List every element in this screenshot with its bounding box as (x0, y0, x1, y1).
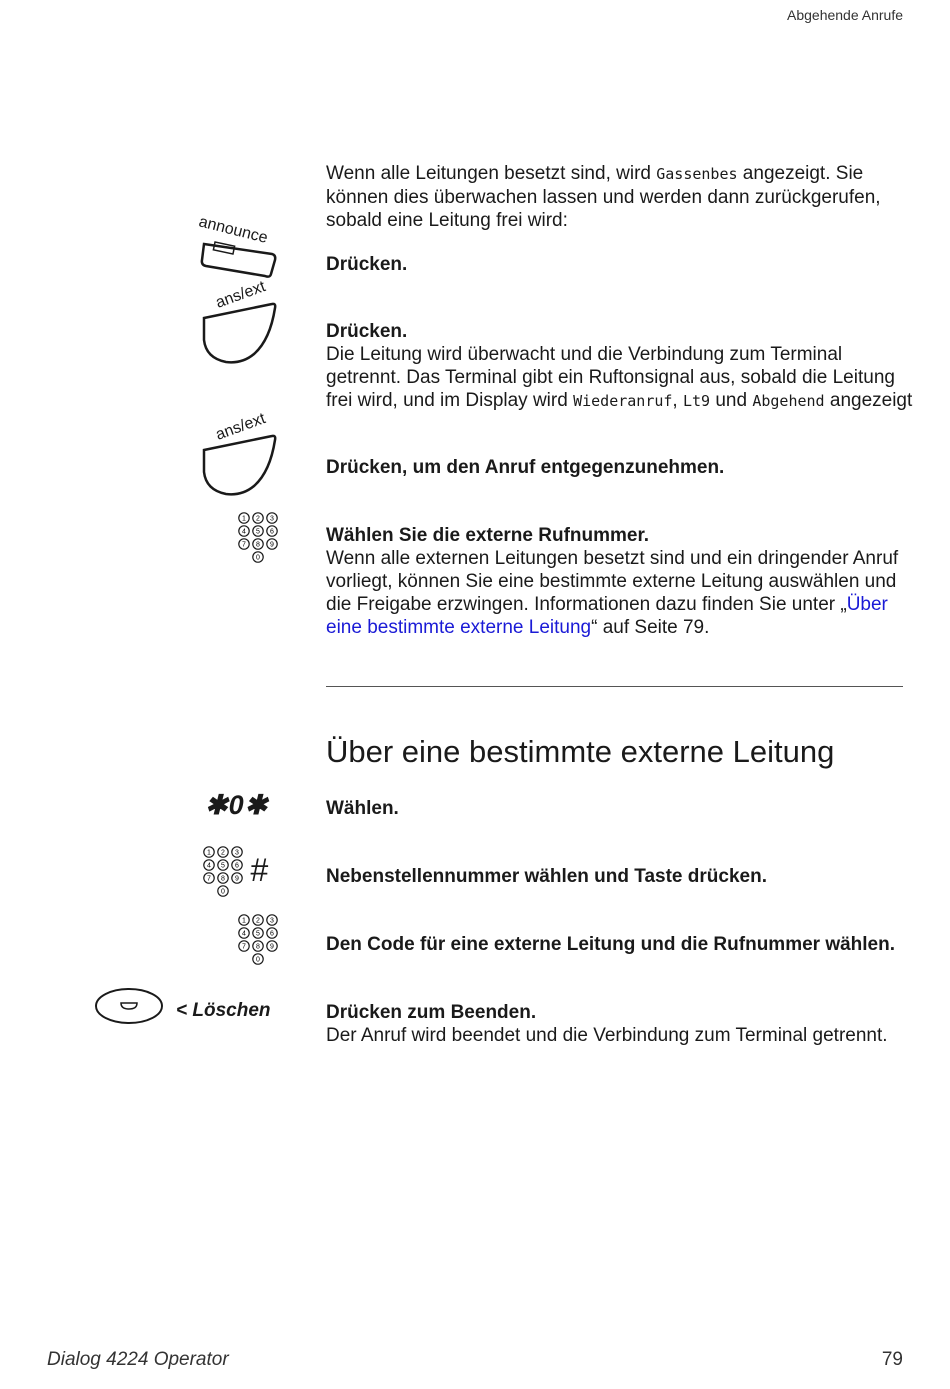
keypad-digit-label: 1 (242, 917, 246, 925)
star-zero-star-instruction: Wählen. (326, 798, 399, 819)
keypad-digit-key (204, 873, 214, 883)
clear-instruction: Drücken zum Beenden. (326, 1002, 537, 1023)
extension-instruction: Nebenstellennummer wählen und Taste drücken. (326, 866, 767, 887)
display-text-wiederanruf: Wiederanruf (573, 392, 673, 410)
display-text-gassenbes: Gassenbes (656, 165, 738, 183)
section-heading: Über eine bestimmte externe Leitung (326, 734, 835, 769)
running-header: Abgehende Anrufe (787, 7, 903, 23)
announce-key-label: announce (197, 213, 270, 247)
keypad-digit-label: 0 (256, 956, 260, 964)
clear-step (326, 1001, 916, 1047)
keypad-digit-key (253, 552, 263, 562)
code-instruction: Den Code für eine externe Leitung und die Rufnummer wählen. (326, 934, 896, 955)
keypad-icon (203, 846, 245, 902)
keypad-digit-key (218, 860, 228, 870)
keypad-digit-label: 9 (270, 541, 274, 549)
keypad-digit-key (253, 539, 263, 549)
keypad-digit-key (253, 915, 263, 925)
section-reference-link[interactable]: Über eine bestimmte externe Leitung (326, 594, 888, 638)
keypad-digit-label: 4 (242, 930, 246, 938)
dial-external-description: Wenn alle externen Leitungen besetzt sind und ein dringender Anruf vorliegt, können Sie eine bestimmte externe Leitung auswählen und die Freigabe erzwingen. Informationen dazu finden Sie unter „Über eine bestimmte externe Leitung“ auf Seite 79. (326, 548, 899, 638)
keypad-digit-key (253, 513, 263, 523)
softkey-label: < Löschen (176, 1000, 271, 1021)
keypad-icon (238, 512, 280, 568)
ans-ext-key-icon (200, 278, 280, 367)
hash-key-icon: # (250, 852, 268, 888)
keypad-digit-key (239, 513, 249, 523)
ansext-description-1: Die Leitung wird überwacht und die Verbindung zum Terminal getrennt. Das Terminal gibt ein Ruftonsignal aus, sobald die Leitung frei wird, und im Display wird Wiederanruf, Lt9 und Abgehend angezeigt (326, 344, 913, 411)
keypad-digit-label: 4 (207, 862, 211, 870)
keypad-digit-label: 8 (256, 943, 260, 951)
keypad-digit-key (218, 873, 228, 883)
keypad-digit-label: 2 (256, 917, 260, 925)
keypad-digit-key (218, 847, 228, 857)
keypad-digit-label: 1 (207, 849, 211, 857)
ans-ext-key-label: ans/ext (213, 410, 268, 444)
dial-external-step (326, 524, 916, 639)
keypad-digit-label: 6 (235, 862, 239, 870)
keypad-digit-key (204, 847, 214, 857)
keypad-digit-label: 1 (242, 515, 246, 523)
keypad-digit-label: 3 (235, 849, 239, 857)
ans-ext-key-icon (200, 410, 280, 499)
keypad-digit-label: 8 (221, 875, 225, 883)
ans-ext-key-label: ans/ext (213, 278, 268, 312)
display-text-abgehend: Abgehend (752, 392, 825, 410)
keypad-digit-key (267, 928, 277, 938)
keypad-icon (238, 914, 280, 970)
keypad-digit-label: 6 (270, 930, 274, 938)
keypad-digit-key (239, 539, 249, 549)
keypad-digit-key (267, 513, 277, 523)
softkey-icon[interactable] (94, 987, 164, 1027)
keypad-digit-label: 5 (221, 862, 225, 870)
keypad-digit-key (239, 915, 249, 925)
keypad-digit-label: 5 (256, 528, 260, 536)
keypad-digit-key (232, 873, 242, 883)
keypad-digit-key (267, 526, 277, 536)
keypad-digit-label: 4 (242, 528, 246, 536)
keypad-digit-label: 7 (242, 943, 246, 951)
ansext-instruction-2: Drücken, um den Anruf entgegenzunehmen. (326, 457, 725, 478)
keypad-digit-label: 9 (235, 875, 239, 883)
keypad-digit-key (267, 915, 277, 925)
keypad-digit-label: 7 (242, 541, 246, 549)
keypad-digit-label: 0 (256, 554, 260, 562)
keypad-digit-key (267, 539, 277, 549)
keypad-digit-key (239, 928, 249, 938)
keypad-digit-label: 2 (256, 515, 260, 523)
keypad-digit-key (253, 954, 263, 964)
keypad-digit-key (253, 928, 263, 938)
keypad-digit-label: 7 (207, 875, 211, 883)
display-text-lt9: Lt9 (682, 392, 711, 410)
keypad-digit-key (232, 860, 242, 870)
keypad-digit-label: 9 (270, 943, 274, 951)
footer-product-name: Dialog 4224 Operator (47, 1349, 229, 1370)
announce-instruction: Drücken. (326, 254, 408, 275)
keypad-digit-key (239, 941, 249, 951)
keypad-digit-key (218, 886, 228, 896)
keypad-digit-label: 3 (270, 917, 274, 925)
keypad-digit-label: 8 (256, 541, 260, 549)
keypad-digit-key (253, 526, 263, 536)
section-divider (326, 686, 903, 687)
intro-paragraph: Wenn alle Leitungen besetzt sind, wird Gassenbes angezeigt. Sie können dies überwachen lassen und werden dann zurückgerufen, sobald eine Leitung frei wird: (326, 163, 881, 231)
keypad-digit-label: 6 (270, 528, 274, 536)
keypad-digit-label: 2 (221, 849, 225, 857)
keypad-digit-label: 3 (270, 515, 274, 523)
ansext-step-1 (326, 320, 916, 413)
ansext-instruction-1: Drücken. (326, 321, 408, 342)
announce-key-icon (196, 212, 286, 282)
page-number: 79 (881, 1349, 903, 1370)
keypad-digit-key (232, 847, 242, 857)
keypad-digit-label: 5 (256, 930, 260, 938)
keypad-digit-key (253, 941, 263, 951)
keypad-digit-key (239, 526, 249, 536)
keypad-digit-key (204, 860, 214, 870)
keypad-digit-label: 0 (221, 888, 225, 896)
dial-external-instruction: Wählen Sie die externe Rufnummer. (326, 525, 650, 546)
clear-description: Der Anruf wird beendet und die Verbindung zum Terminal getrennt. (326, 1025, 888, 1046)
star-zero-star-code: ✱0✱ (205, 790, 269, 820)
keypad-digit-key (267, 941, 277, 951)
